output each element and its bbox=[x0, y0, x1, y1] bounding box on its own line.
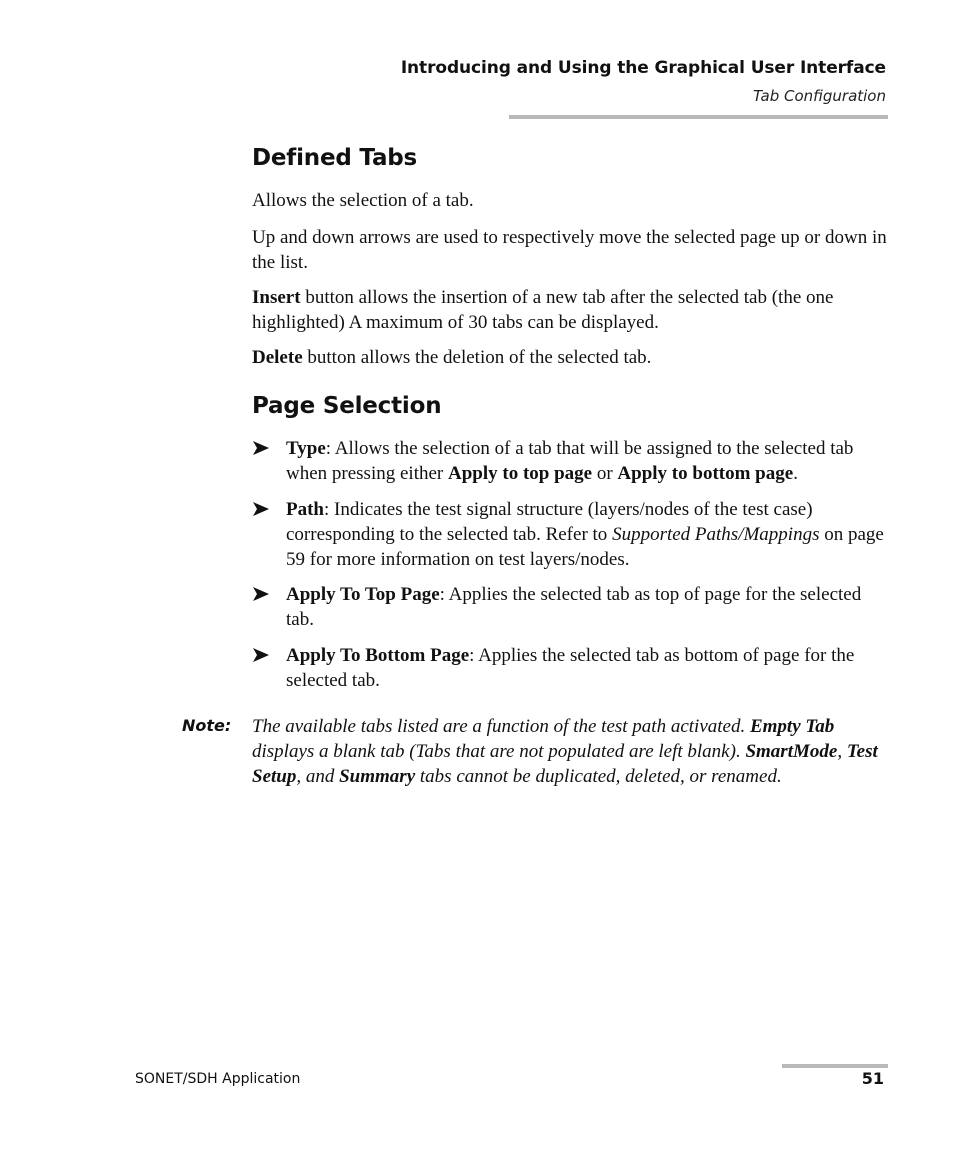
term-apply-to-bottom-page: Apply To Bottom Page bbox=[286, 645, 470, 666]
paragraph-up-down-arrows: Up and down arrows are used to respectively move the selected page up or down in the list. bbox=[252, 227, 887, 273]
footer-product-name: SONET/SDH Application bbox=[135, 1071, 301, 1087]
paragraph-allows-selection: Allows the selection of a tab. bbox=[252, 190, 474, 211]
header-rule bbox=[509, 115, 888, 119]
running-header-title: Introducing and Using the Graphical User Interface bbox=[400, 58, 886, 78]
bullet-apply-bottom-desc: : Applies the selected tab as bottom of page for the selected tab. bbox=[286, 645, 855, 691]
note-term-summary: Summary bbox=[339, 766, 416, 787]
arrowhead-icon bbox=[252, 439, 270, 457]
insert-description: button allows the insertion of a new tab after the selected tab (the one highlighted) A maximum of 30 tabs can be displayed. bbox=[252, 287, 834, 333]
bullet-apply-top-desc: : Applies the selected tab as top of page for the selected tab. bbox=[286, 584, 862, 630]
term-path: Path bbox=[286, 499, 324, 520]
cross-reference-link[interactable]: Supported Paths/Mappings bbox=[612, 524, 820, 545]
arrowhead-icon bbox=[252, 585, 270, 603]
section-heading-page-selection: Page Selection bbox=[252, 393, 442, 419]
note-term-test-setup: Test Setup bbox=[252, 741, 878, 787]
bullet-apply-bottom-text bbox=[286, 643, 892, 693]
note-term-empty-tab: Empty Tab bbox=[749, 716, 835, 737]
bullet-type-or: or bbox=[592, 463, 618, 484]
note-term-smartmode: SmartMode bbox=[745, 741, 838, 762]
note-text bbox=[252, 714, 892, 789]
bullet-type-period: . bbox=[793, 463, 798, 484]
arrowhead-icon bbox=[252, 646, 270, 664]
bullet-path-desc-end: on page 59 for more information on test layers/nodes. bbox=[286, 524, 884, 570]
term-insert: Insert bbox=[252, 287, 301, 308]
delete-description: button allows the deletion of the selected tab. bbox=[302, 347, 652, 368]
term-type: Type bbox=[286, 438, 326, 459]
note-part: displays a blank tab (Tabs that are not populated are left blank). bbox=[252, 741, 746, 762]
arrowhead-icon bbox=[252, 500, 270, 518]
term-delete: Delete bbox=[252, 347, 303, 368]
section-heading-defined-tabs: Defined Tabs bbox=[252, 145, 418, 171]
bullet-type-desc: : Allows the selection of a tab that will be assigned to the selected tab when pressing either bbox=[286, 438, 854, 484]
note-part: tabs cannot be duplicated, deleted, or renamed. bbox=[415, 766, 782, 787]
running-header-subtitle: Tab Configuration bbox=[752, 87, 886, 105]
bullet-type-text bbox=[286, 436, 892, 486]
term-apply-top: Apply to top page bbox=[447, 463, 593, 484]
note-label: Note: bbox=[182, 716, 232, 735]
paragraph-insert-button bbox=[252, 285, 892, 335]
bullet-apply-top-text bbox=[286, 582, 892, 632]
note-part: The available tabs listed are a function of the test path activated. bbox=[252, 716, 750, 737]
bullet-path-text bbox=[286, 497, 892, 572]
note-part: , bbox=[837, 741, 847, 762]
page-number: 51 bbox=[861, 1069, 884, 1088]
footer-rule bbox=[782, 1064, 888, 1068]
term-apply-bottom: Apply to bottom page bbox=[617, 463, 794, 484]
paragraph-delete-button bbox=[252, 345, 892, 370]
term-apply-to-top-page: Apply To Top Page bbox=[286, 584, 440, 605]
bullet-path-desc: : Indicates the test signal structure (layers/nodes of the test case) corresponding to the selected tab. Refer to bbox=[286, 499, 813, 545]
note-part: , and bbox=[296, 766, 340, 787]
